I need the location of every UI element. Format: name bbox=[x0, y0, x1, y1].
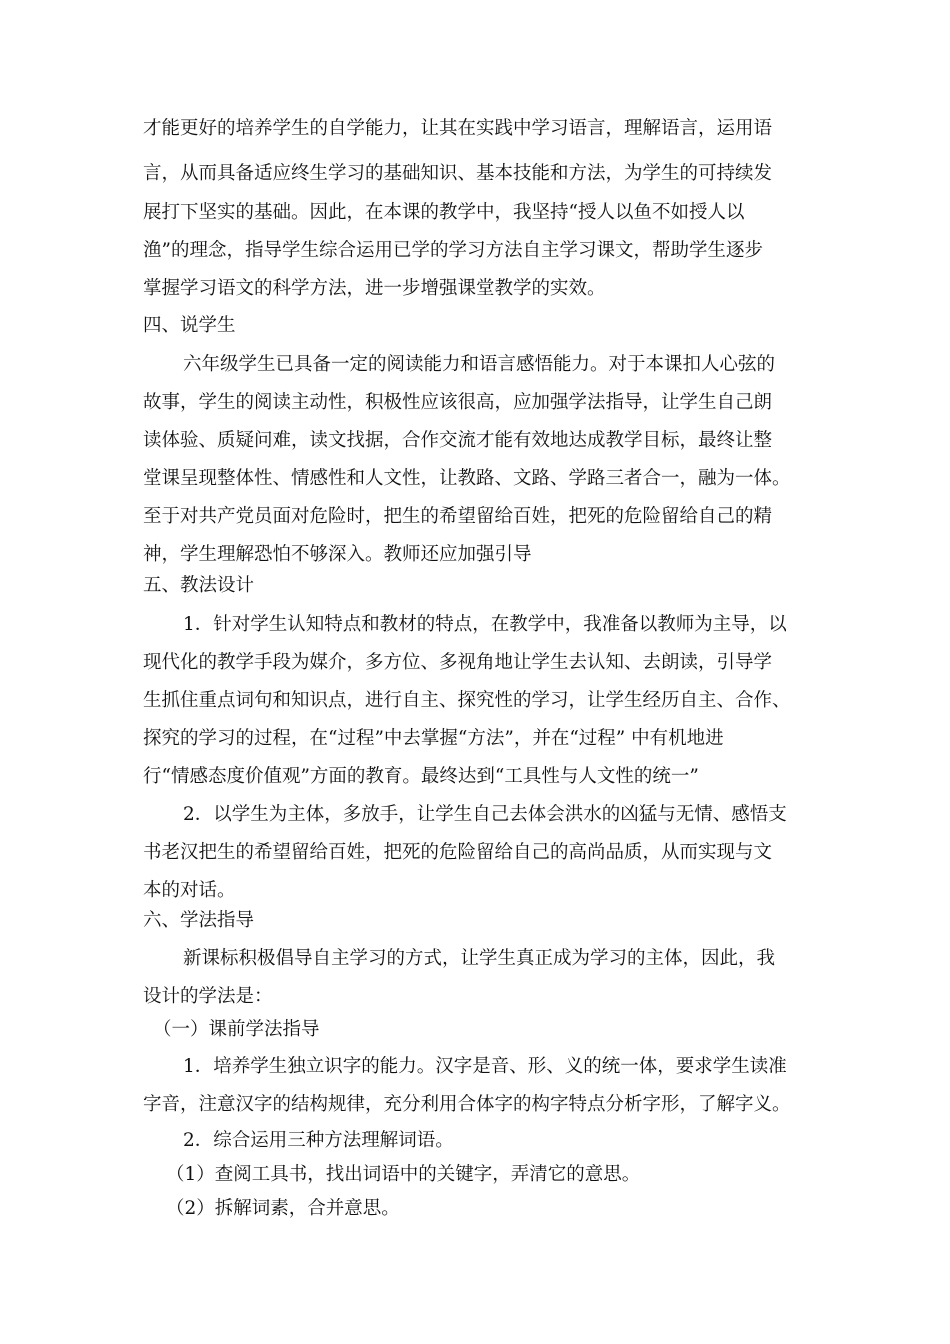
paragraph-line: 1．培养学生独立识字的能力。汉字是音、形、义的统一体，要求学生读准 bbox=[183, 1056, 787, 1077]
section-heading: 六、学法指导 bbox=[143, 910, 255, 931]
paragraph-line: 六年级学生已具备一定的阅读能力和语言感悟能力。对于本课扣人心弦的 bbox=[183, 354, 776, 375]
paragraph-line: 现代化的教学手段为媒介，多方位、多视角地让学生去认知、去朗读，引导学 bbox=[143, 652, 773, 673]
paragraph-line: 字音，注意汉字的结构规律，充分利用合体字的构字特点分析字形，了解字义。 bbox=[143, 1094, 791, 1115]
paragraph-line: 神，学生理解恐怕不够深入。教师还应加强引导 bbox=[143, 544, 532, 565]
paragraph-line: 行“情感态度价值观”方面的教育。最终达到“工具性与人文性的统一” bbox=[143, 766, 699, 787]
paragraph-line: 掌握学习语文的科学方法，进一步增强课堂教学的实效。 bbox=[143, 278, 606, 299]
paragraph-line: 2．综合运用三种方法理解词语。 bbox=[183, 1130, 454, 1151]
section-heading: 四、说学生 bbox=[143, 315, 236, 336]
paragraph-line: 堂课呈现整体性、情感性和人文性，让教路、文路、学路三者合一，融为一体。 bbox=[143, 468, 791, 489]
paragraph-line: 1．针对学生认知特点和教材的特点，在教学中，我准备以教师为主导，以 bbox=[183, 614, 787, 635]
paragraph-line: 生抓住重点词句和知识点，进行自主、探究性的学习，让学生经历自主、合作、 bbox=[143, 690, 791, 711]
paragraph-line: 2．以学生为主体，多放手，让学生自己去体会洪水的凶猛与无情、感悟支 bbox=[183, 804, 787, 825]
paragraph-line: 本的对话。 bbox=[143, 880, 236, 901]
paragraph-line: 书老汉把生的希望留给百姓，把死的危险留给自己的高尚品质，从而实现与文 bbox=[143, 842, 773, 863]
paragraph-line: 探究的学习的过程，在“过程”中去掌握“方法”，并在“过程” 中有机地进 bbox=[143, 728, 724, 749]
section-heading: 五、教法设计 bbox=[143, 575, 255, 596]
paragraph-line: 展打下坚实的基础。因此，在本课的教学中，我坚持“授人以鱼不如授人以 bbox=[143, 202, 745, 223]
list-item: （1）查阅工具书，找出词语中的关键字，弄清它的意思。 bbox=[166, 1164, 641, 1185]
paragraph-line: 言，从而具备适应终生学习的基础知识、基本技能和方法，为学生的可持续发 bbox=[143, 163, 773, 184]
paragraph-line: 才能更好的培养学生的自学能力，让其在实践中学习语言，理解语言，运用语 bbox=[143, 118, 773, 139]
paragraph-line: 渔”的理念，指导学生综合运用已学的学习方法自主学习课文，帮助学生逐步 bbox=[143, 240, 763, 261]
list-item: （2）拆解词素，合并意思。 bbox=[166, 1198, 400, 1219]
paragraph-line: 新课标积极倡导自主学习的方式，让学生真正成为学习的主体，因此，我 bbox=[183, 948, 776, 969]
paragraph-line: 故事，学生的阅读主动性，积极性应该很高，应加强学法指导，让学生自己朗 bbox=[143, 392, 773, 413]
paragraph-line: 读体验、质疑问难，读文找据，合作交流才能有效地达成教学目标，最终让整 bbox=[143, 430, 773, 451]
paragraph-line: 设计的学法是： bbox=[143, 986, 273, 1007]
paragraph-line: 至于对共产党员面对危险时，把生的希望留给百姓，把死的危险留给自己的精 bbox=[143, 506, 773, 527]
subsection-heading: （一）课前学法指导 bbox=[153, 1019, 320, 1040]
